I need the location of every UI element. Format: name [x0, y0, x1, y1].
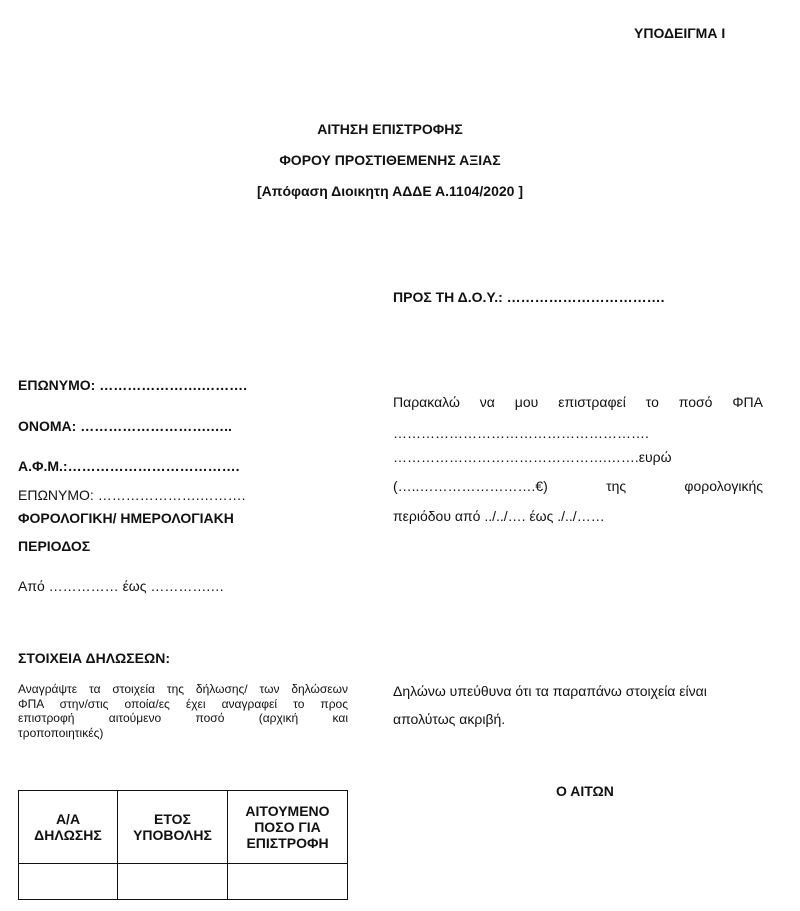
table-cell[interactable]	[19, 864, 118, 900]
instruction-line-3: επιστροφή αιτούμενο ποσό (αρχική και	[18, 711, 348, 725]
instruction-line-1: Αναγράψτε τα στοιχεία της δήλωσης/ των δηλώσεων	[18, 682, 348, 696]
column-header-requested-amount: ΑΙΤΟΥΜΕΝΟ ΠΟΣΟ ΓΙΑ ΕΠΙΣΤΡΟΦΗ	[228, 791, 348, 864]
request-line-1: Παρακαλώ να μου επιστραφεί το ποσό ΦΠΑ	[393, 394, 763, 410]
request-line-5: περιόδου από ../../…. έως ./../……	[393, 508, 605, 524]
surname-field-2: ΕΠΩΝΥΜΟ: ………………….……….	[18, 487, 246, 503]
signature-label: Ο ΑΙΤΩΝ	[556, 783, 614, 799]
instruction-line-2: ΦΠΑ στην/στις οποία/ες έχει αναγραφεί το προς	[18, 696, 348, 711]
column-header-submission-year: ΕΤΟΣ ΥΠΟΒΟΛΗΣ	[118, 791, 228, 864]
column-header-declaration-no: Α/Α ΔΗΛΩΣΗΣ	[19, 791, 118, 864]
period-heading-1: ΦΟΡΟΛΟΓΙΚΗ/ ΗΜΕΡΟΛΟΓΙΑΚΗ	[18, 510, 234, 526]
statement-line-2: απολύτως ακριβή.	[393, 711, 506, 727]
surname-field: ΕΠΩΝΥΜΟ: ………………….……….	[18, 377, 248, 393]
table-cell[interactable]	[118, 864, 228, 900]
recipient-tax-office: ΠΡΟΣ ΤΗ Δ.Ο.Υ.: …………………………….	[393, 289, 665, 305]
request-line-4: (…..…………………….€) της φορολογικής	[393, 478, 763, 494]
form-label: ΥΠΟΔΕΙΓΜΑ Ι	[634, 25, 726, 41]
title-line-2: ΦΟΡΟΥ ΠΡΟΣΤΙΘΕΜΕΝΗΣ ΑΞΙΑΣ	[279, 152, 501, 168]
name-field: ΟΝΟΜΑ: ……………………….…..	[18, 418, 232, 434]
period-range: Από …………… έως ………….…	[18, 578, 225, 594]
table-row	[19, 864, 348, 900]
statement-line-1: Δηλώνω υπεύθυνα ότι τα παραπάνω στοιχεία είναι	[393, 683, 707, 699]
declarations-instructions	[18, 682, 348, 740]
instruction-line-4: τροποποιητικές)	[18, 725, 104, 740]
title-line-3: [Απόφαση Διοικητη ΑΔΔΕ Α.1104/2020 ]	[257, 183, 523, 199]
declarations-table	[18, 790, 348, 900]
table-cell[interactable]	[228, 864, 348, 900]
title-line-1: ΑΙΤΗΣΗ ΕΠΙΣΤΡΟΦΗΣ	[317, 121, 463, 137]
period-heading-2: ΠΕΡΙΟΔΟΣ	[18, 538, 91, 554]
afm-field: Α.Φ.Μ.:……………………………….	[18, 458, 240, 474]
request-line-3: ……………………………………….…….ευρώ	[393, 449, 672, 465]
declarations-heading: ΣΤΟΙΧΕΙΑ ΔΗΛΩΣΕΩΝ:	[18, 650, 170, 666]
request-line-2: ……………………………………………….	[393, 425, 649, 441]
